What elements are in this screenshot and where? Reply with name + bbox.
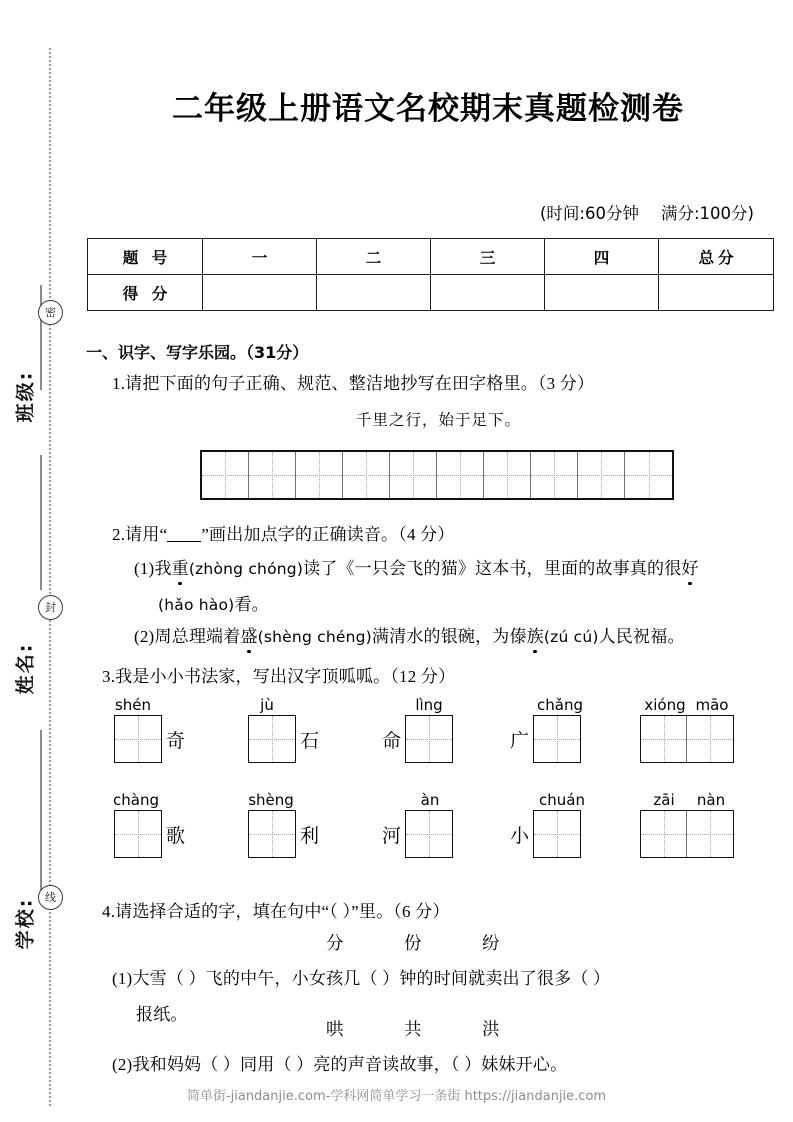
score-table-col-3: 三 [431, 239, 545, 275]
score-cell-4[interactable] [545, 275, 659, 311]
table-row-headers [88, 239, 774, 275]
q2-2-choices-1[interactable]: (shèng chéng) [257, 628, 372, 646]
pinyin-label: àn [420, 791, 440, 809]
q4-2-label: (2) [112, 1055, 133, 1074]
pinyin-label: lìng [415, 696, 443, 714]
seal-label-name: 姓名: [14, 642, 37, 695]
question-4-group-2-sentence [112, 1050, 567, 1075]
wordbox-group-r2c4 [506, 790, 590, 858]
seal-dotted-line [49, 48, 51, 1106]
question-2-item-1-label: (1) [134, 559, 155, 578]
score-table-col-4: 四 [545, 239, 659, 275]
exam-total-score: 满分:100分) [661, 204, 754, 223]
pinyin-label: jù [260, 696, 274, 714]
q2-1-dotted-char-2: 好 [681, 559, 699, 578]
pinyin-label: nàn [696, 791, 726, 809]
q2-1-tail: 看。 [234, 595, 269, 614]
seal-mark-mi: 密 [38, 300, 63, 325]
pinyin-label: chàng [113, 791, 159, 809]
wordbox-boxes[interactable] [248, 810, 296, 858]
q2-2-seg-b: 满清水的银碗，为傣 [371, 627, 527, 646]
question-3-number: 3. [102, 667, 116, 686]
question-1-number: 1. [112, 374, 126, 393]
wordbox-cell[interactable] [249, 811, 295, 857]
wordbox-boxes[interactable] [114, 715, 162, 763]
wordbox-boxes[interactable] [533, 715, 581, 763]
tianzige-cell[interactable] [437, 452, 484, 498]
wordbox-right-char: 奇 [166, 730, 186, 752]
wordbox-right-char: 歌 [166, 825, 186, 847]
q2-2-dotted-char-2: 族 [526, 627, 544, 646]
table-row-scores [88, 275, 774, 311]
question-2-text-after: ”画出加点字的正确读音。（4 分） [201, 525, 455, 544]
exam-meta [540, 200, 754, 224]
question-1-text: 请把下面的句子正确、规范、整洁地抄写在田字格里。（3 分） [125, 374, 595, 393]
seal-rule-3 [40, 730, 42, 890]
q2-2-choices-2[interactable]: (zú cú) [543, 628, 599, 646]
wordbox-left-char: 广 [510, 730, 530, 752]
question-4-number: 4. [102, 902, 116, 921]
tianzige-cell[interactable] [296, 452, 343, 498]
seal-mark-xian: 线 [38, 885, 63, 910]
question-1 [112, 369, 594, 394]
q2-1-seg-a: 我 [154, 559, 172, 578]
tianzige-cell[interactable] [531, 452, 578, 498]
seal-label-school: 学校: [14, 897, 37, 950]
wordbox-cell[interactable] [406, 811, 452, 857]
wordbox-group-r1c2 [240, 695, 323, 763]
wordbox-left-char: 命 [382, 730, 402, 752]
seal-line-column [0, 0, 78, 1122]
q2-1-seg-b: 读了《一只会飞的猫》这本书，里面的故事真的很 [303, 559, 682, 578]
q2-1-choices-2[interactable]: (hǎo hào) [158, 596, 235, 614]
wordbox-left-char: 小 [510, 825, 530, 847]
score-table-col-1: 一 [203, 239, 317, 275]
question-4-group-1-sentence-line-1 [112, 964, 610, 989]
q2-1-dotted-char-1: 重 [171, 559, 189, 578]
wordbox-boxes[interactable] [640, 810, 734, 858]
wordbox-cell[interactable] [249, 716, 295, 762]
wordbox-group-r1c5 [640, 695, 734, 763]
question-4-group-1-options [326, 930, 500, 955]
tianzige-cell[interactable] [578, 452, 625, 498]
q2-2-seg-c: 人民祝福。 [598, 627, 685, 646]
tianzige-cell[interactable] [343, 452, 390, 498]
tianzige-cell[interactable] [625, 452, 672, 498]
exam-time: (时间:60分钟 [540, 204, 639, 223]
wordbox-right-char: 石 [300, 730, 320, 752]
question-2-item-2 [134, 622, 685, 647]
question-3-text: 我是小小书法家，写出汉字顶呱呱。（12 分） [115, 667, 456, 686]
question-2 [112, 520, 455, 545]
wordbox-boxes[interactable] [640, 715, 734, 763]
tianzige-grid-q1[interactable] [200, 450, 674, 500]
wordbox-group-r2c5 [640, 790, 734, 858]
question-2-number: 2. [112, 525, 126, 544]
wordbox-cell[interactable] [687, 811, 733, 857]
pinyin-label: chǎng [537, 696, 583, 714]
wordbox-group-r2c3 [378, 790, 461, 858]
score-table-row-label-question: 题 号 [88, 239, 203, 275]
score-table-col-2: 二 [317, 239, 431, 275]
question-2-blank[interactable] [167, 541, 201, 542]
pinyin-label: chuán [539, 791, 585, 809]
q4-2-text[interactable]: 我和妈妈（ ）同用（ ）亮的声音读故事，（ ）妹妹开心。 [132, 1055, 568, 1074]
question-3 [102, 662, 455, 687]
choice-option[interactable]: 份 [404, 933, 422, 953]
wordbox-right-char: 利 [300, 825, 320, 847]
question-2-item-2-label: (2) [134, 627, 155, 646]
tianzige-cell[interactable] [202, 452, 249, 498]
question-4 [102, 897, 450, 922]
q2-2-dotted-char-1: 盛 [240, 627, 258, 646]
wordbox-boxes[interactable] [405, 810, 453, 858]
seal-rule-2 [40, 455, 42, 590]
seal-label-class: 班级: [14, 370, 37, 423]
score-table-row-label-score: 得 分 [88, 275, 203, 311]
question-4-group-2-options [326, 1016, 500, 1041]
section-heading-1: 一、识字、写字乐园。（31分） [86, 343, 309, 362]
choice-option[interactable]: 哄 [326, 1019, 344, 1039]
wordbox-boxes[interactable] [114, 810, 162, 858]
seal-mark-feng: 封 [38, 595, 63, 620]
wordbox-boxes[interactable] [533, 810, 581, 858]
wordbox-cell[interactable] [406, 716, 452, 762]
exam-sheet [78, 0, 793, 1122]
wordbox-cell[interactable] [641, 716, 687, 762]
wordbox-cell[interactable] [534, 716, 580, 762]
seal-rule-1 [40, 285, 42, 390]
wordbox-cell[interactable] [115, 811, 161, 857]
wordbox-boxes[interactable] [248, 715, 296, 763]
wordbox-group-r2c1 [106, 790, 189, 858]
score-table [87, 238, 774, 311]
pinyin-label: shèng [248, 791, 294, 809]
choice-option[interactable]: 分 [326, 933, 344, 953]
q4-1-label: (1) [112, 969, 133, 988]
pinyin-label: shén [114, 696, 152, 714]
footer-watermark: 简单街-jiandanjie.com-学科网简单学习一条街 https://jiandanjie.com [186, 1089, 607, 1104]
pinyin-label: xióng [644, 696, 686, 714]
score-cell-1[interactable] [203, 275, 317, 311]
tianzige-cell[interactable] [484, 452, 531, 498]
wordbox-boxes[interactable] [405, 715, 453, 763]
question-2-text-before: 请用“ [125, 525, 168, 544]
wordbox-cell[interactable] [687, 716, 733, 762]
q2-1-choices-1[interactable]: (zhòng chóng) [188, 560, 304, 578]
choice-option[interactable]: 纷 [482, 933, 500, 953]
score-table-col-total: 总分 [659, 239, 774, 275]
wordbox-cell[interactable] [641, 811, 687, 857]
wordbox-cell[interactable] [534, 811, 580, 857]
q4-1-text[interactable]: 大雪（ ）飞的中午，小女孩几（ ）钟的时间就卖出了很多（ ） [132, 969, 611, 988]
wordbox-group-r2c2 [240, 790, 323, 858]
wordbox-group-r1c1 [106, 695, 189, 763]
pinyin-label: zāi [653, 791, 675, 809]
question-2-item-1-line-2 [158, 590, 269, 615]
score-cell-2[interactable] [317, 275, 431, 311]
tianzige-cell[interactable] [390, 452, 437, 498]
question-4-group-1-sentence-line-2: 报纸。 [136, 1005, 188, 1024]
wordbox-cell[interactable] [115, 716, 161, 762]
q2-2-seg-a: 周总理端着 [154, 627, 241, 646]
score-cell-total[interactable] [659, 275, 774, 311]
tianzige-cell[interactable] [249, 452, 296, 498]
choice-option[interactable]: 共 [404, 1019, 422, 1039]
question-1-sentence: 千里之行，始于足下。 [356, 412, 522, 429]
question-2-item-1-line-1 [134, 554, 699, 579]
question-4-text: 请选择合适的字，填在句中“（ ）”里。（6 分） [115, 902, 450, 921]
wordbox-group-r1c3 [378, 695, 461, 763]
choice-option[interactable]: 洪 [482, 1019, 500, 1039]
score-cell-3[interactable] [431, 275, 545, 311]
pinyin-label: māo [695, 696, 729, 714]
wordbox-left-char: 河 [382, 825, 402, 847]
wordbox-group-r1c4 [506, 695, 589, 763]
page-title: 二年级上册语文名校期末真题检测卷 [172, 91, 684, 127]
